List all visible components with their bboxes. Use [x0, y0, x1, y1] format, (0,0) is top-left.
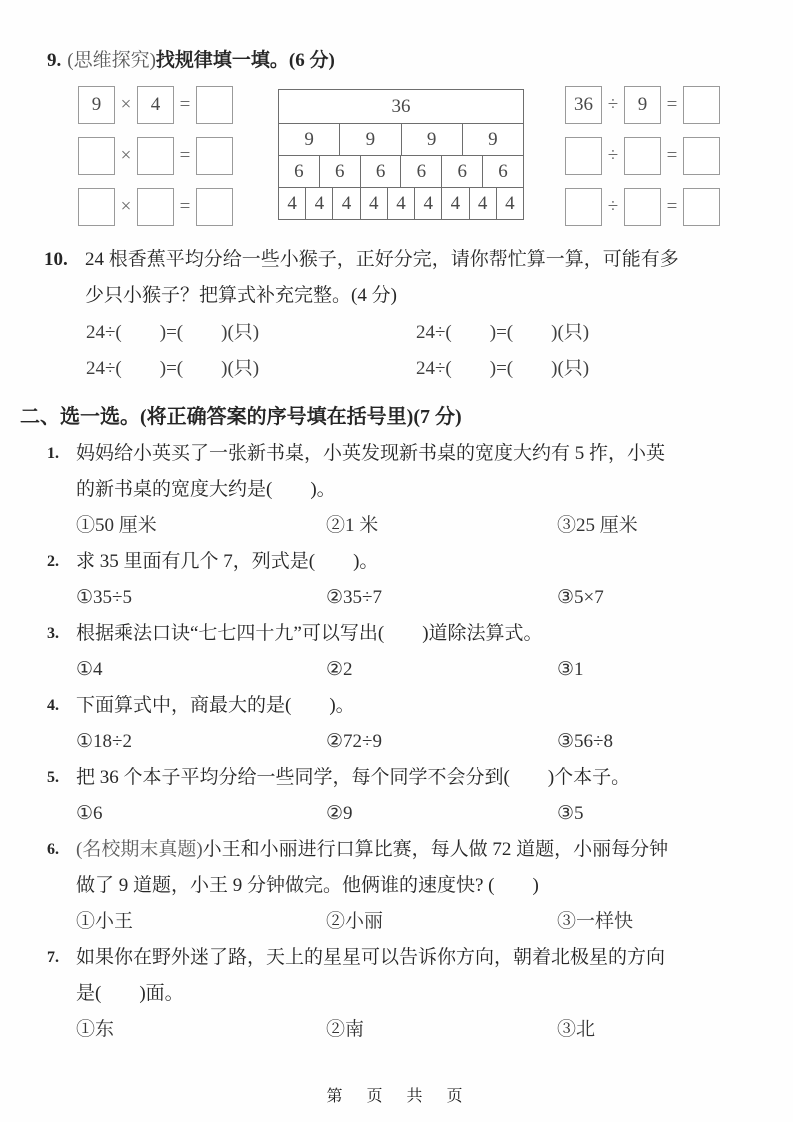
equation-row — [565, 188, 720, 226]
division-blank-equation: 24÷( )=( )(只) — [86, 322, 260, 343]
table-row — [279, 90, 523, 123]
fill-in-equations — [0, 316, 793, 386]
question-item — [0, 832, 793, 940]
table-row — [279, 187, 523, 219]
question-text-line: 做了 9 道题，小王 9 分钟做完。他俩谁的速度快? ( ) — [76, 875, 539, 896]
option-item: ②南 — [326, 1019, 365, 1040]
equals-sign: = — [666, 94, 678, 115]
number-partition-table — [278, 89, 524, 220]
question-number: 9. — [47, 50, 62, 71]
option-item: ②72÷9 — [326, 731, 382, 752]
table-cell: 6 — [360, 156, 401, 187]
table-cell: 4 — [360, 188, 387, 219]
option-item: ②1 米 — [326, 515, 379, 536]
question-text — [0, 760, 793, 796]
table-cell: 9 — [304, 128, 314, 150]
equals-sign: = — [666, 196, 678, 217]
question-number: 5. — [47, 769, 59, 786]
question-text — [0, 544, 793, 580]
question-text-line: 妈妈给小英买了一张新书桌，小英发现新书桌的宽度大约有 5 拃，小英 — [76, 443, 666, 464]
multiply-sign: × — [120, 145, 132, 166]
equation-row — [565, 86, 720, 124]
question-text — [0, 688, 793, 724]
division-blank-equation: 24÷( )=( )(只) — [86, 358, 260, 379]
question-number: 10. — [44, 249, 68, 270]
table-cell: 4 — [441, 188, 468, 219]
divide-sign: ÷ — [607, 196, 619, 217]
option-item: ②9 — [326, 803, 353, 824]
question-number: 2. — [47, 553, 59, 570]
table-cell: 9 — [401, 124, 462, 155]
question-item — [0, 616, 793, 688]
question-item — [0, 688, 793, 760]
operand-box — [565, 137, 602, 175]
table-cell: 6 — [441, 156, 482, 187]
option-item: ①18÷2 — [76, 731, 132, 752]
operand-box: 36 — [565, 86, 602, 124]
option-item: ③56÷8 — [557, 731, 613, 752]
operand-box — [624, 188, 661, 226]
question-text — [0, 940, 793, 1012]
question-text-line: 求 35 里面有几个 7，列式是( )。 — [76, 551, 379, 572]
divide-sign: ÷ — [607, 145, 619, 166]
option-item: ①4 — [76, 659, 103, 680]
table-row — [279, 155, 523, 187]
multiply-sign: × — [120, 196, 132, 217]
options-row — [0, 652, 793, 688]
table-cell: 4 — [387, 188, 414, 219]
option-item: ①6 — [76, 803, 103, 824]
question-text-line: 24 根香蕉平均分给一些小猴子，正好分完，请你帮忙算一算，可能有多 — [85, 249, 679, 270]
table-cell: 4 — [496, 188, 523, 219]
option-item: ③5×7 — [557, 587, 604, 608]
question-text-line: 的新书桌的宽度大约是( )。 — [76, 479, 336, 500]
options-row — [0, 724, 793, 760]
result-box — [683, 137, 720, 175]
divide-sign: ÷ — [607, 94, 619, 115]
result-box — [196, 86, 233, 124]
option-item: ③25 厘米 — [557, 515, 638, 536]
question-text — [0, 616, 793, 652]
page-footer: 第 页 共 页 — [326, 1088, 467, 1105]
table-cell: 6 — [294, 160, 304, 182]
table-cell: 6 — [482, 156, 523, 187]
question-number: 3. — [47, 625, 59, 642]
question-number: 7. — [47, 949, 59, 966]
operand-box: 9 — [78, 86, 115, 124]
equation-row — [78, 86, 233, 124]
table-cell: 9 — [462, 124, 523, 155]
table-cell: 6 — [400, 156, 441, 187]
options-row — [0, 904, 793, 940]
option-item: ③5 — [557, 803, 584, 824]
table-cell: 9 — [339, 124, 400, 155]
equation-row — [565, 137, 720, 175]
option-item: ①小王 — [76, 911, 134, 932]
question-item — [0, 760, 793, 832]
question-item — [0, 940, 793, 1048]
multiplication-equations — [78, 86, 233, 226]
result-box — [683, 86, 720, 124]
operand-box — [78, 188, 115, 226]
table-cell: 4 — [469, 188, 496, 219]
division-blank-equation: 24÷( )=( )(只) — [416, 358, 590, 379]
option-item: ①35÷5 — [76, 587, 132, 608]
equation-row — [78, 188, 233, 226]
result-box — [196, 188, 233, 226]
result-box — [683, 188, 720, 226]
question-item — [0, 544, 793, 616]
option-item: ③北 — [557, 1019, 596, 1040]
section-2-heading: 二、选一选。(将正确答案的序号填在括号里)(7 分) — [20, 406, 462, 428]
option-item: ①50 厘米 — [76, 515, 157, 536]
division-equations — [565, 86, 720, 226]
operand-box: 9 — [624, 86, 661, 124]
operand-box — [137, 188, 174, 226]
options-row — [0, 1012, 793, 1048]
question-number: 4. — [47, 697, 59, 714]
option-item: ②35÷7 — [326, 587, 382, 608]
equation-row — [78, 137, 233, 175]
question-number: 1. — [47, 445, 59, 462]
equals-sign: = — [666, 145, 678, 166]
question-text-line: 少只小猴子？把算式补充完整。(4 分) — [85, 285, 397, 306]
question-9-heading — [0, 0, 793, 74]
table-cell: 36 — [391, 95, 411, 117]
question-text-line: (名校期末真题)小王和小丽进行口算比赛，每人做 72 道题，小丽每分钟 — [76, 839, 669, 860]
options-row — [0, 580, 793, 616]
question-text-line: 是( )面。 — [76, 983, 184, 1004]
question-tag: (思维探究) — [67, 50, 156, 71]
operand-box — [137, 137, 174, 175]
question-text-line: 把 36 个本子平均分给一些同学，每个同学不会分到( )个本子。 — [76, 767, 631, 788]
operand-box — [78, 137, 115, 175]
option-item: ②小丽 — [326, 911, 384, 932]
equals-sign: = — [179, 196, 191, 217]
division-blank-equation: 24÷( )=( )(只) — [416, 322, 590, 343]
question-tag: (名校期末真题) — [76, 839, 203, 860]
question-number: 6. — [47, 841, 59, 858]
equals-sign: = — [179, 94, 191, 115]
question-text — [0, 832, 793, 904]
question-text-line: 如果你在野外迷了路，天上的星星可以告诉你方向，朝着北极星的方向 — [76, 947, 666, 968]
question-text — [0, 436, 793, 508]
multiply-sign: × — [120, 94, 132, 115]
option-item: ③一样快 — [557, 911, 634, 932]
question-title: 找规律填一填。(6 分) — [155, 50, 335, 71]
options-row — [0, 796, 793, 832]
option-item: ①东 — [76, 1019, 115, 1040]
question-9-figure — [0, 86, 793, 226]
equals-sign: = — [179, 145, 191, 166]
table-cell: 4 — [332, 188, 359, 219]
table-cell: 4 — [287, 192, 297, 214]
question-text-line: 根据乘法口诀“七七四十九”可以写出( )道除法算式。 — [76, 623, 543, 644]
table-row — [279, 123, 523, 155]
table-cell: 6 — [319, 156, 360, 187]
table-cell: 4 — [305, 188, 332, 219]
result-box — [196, 137, 233, 175]
operand-box: 4 — [137, 86, 174, 124]
multiple-choice-list — [0, 436, 793, 1048]
table-cell: 4 — [414, 188, 441, 219]
option-item: ③1 — [557, 659, 584, 680]
question-text-line: 下面算式中，商最大的是( )。 — [76, 695, 355, 716]
options-row — [0, 508, 793, 544]
option-item: ②2 — [326, 659, 353, 680]
operand-box — [624, 137, 661, 175]
question-10 — [0, 242, 793, 386]
question-item — [0, 436, 793, 544]
operand-box — [565, 188, 602, 226]
